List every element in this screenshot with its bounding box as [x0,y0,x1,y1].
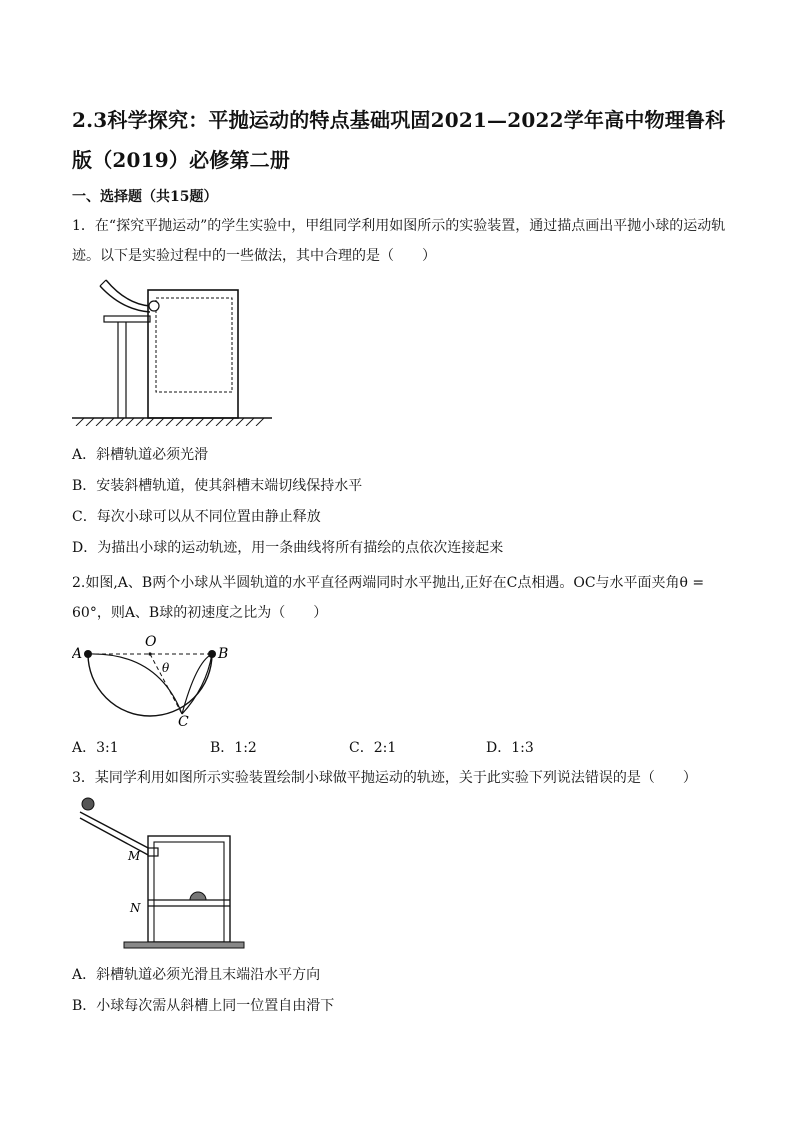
label-n: N [130,901,141,915]
question-3-option-a[interactable]: A．斜槽轨道必须光滑且末端沿水平方向 [72,967,321,983]
question-2-option-b[interactable]: B．1:2 [210,740,257,756]
question-2-figure [72,632,242,727]
question-3-figure [72,794,252,954]
question-1-option-b[interactable]: B．安装斜槽轨道，使其斜槽末端切线保持水平 [72,478,363,494]
question-3-stem: 3．某同学利用如图所示实验装置绘制小球做平抛运动的轨迹，关于此实验下列说法错误的是（ ） [72,770,697,786]
question-2-option-d[interactable]: D．1:3 [486,740,534,756]
question-1-option-c[interactable]: C．每次小球可以从不同位置由静止释放 [72,509,321,525]
question-1-option-d[interactable]: D．为描出小球的运动轨迹，用一条曲线将所有描绘的点依次连接起来 [72,540,504,556]
label-m: M [128,849,141,863]
label-b: B [218,646,229,662]
question-1-option-a[interactable]: A．斜槽轨道必须光滑 [72,447,209,463]
question-1-figure [72,276,272,426]
question-2-option-a[interactable]: A．3:1 [72,740,119,756]
page-title: 2.3科学探究：平抛运动的特点基础巩固2021—2022学年高中物理鲁科版（2019）必修第二册 [72,108,726,172]
question-3-option-b[interactable]: B．小球每次需从斜槽上同一位置自由滑下 [72,998,335,1014]
question-2-option-c[interactable]: C．2:1 [349,740,397,756]
label-o: O [145,634,157,650]
question-2-stem: 2.如图,A、B两个小球从半圆轨道的水平直径两端同时水平抛出,正好在C点相遇。OC与水平面夹角θ = 60°，则A、B球的初速度之比为（ ） [72,575,705,621]
label-theta: θ [162,661,170,675]
question-1-stem: 1．在“探究平抛运动”的学生实验中，甲组同学利用如图所示的实验装置，通过描点画出平抛小球的运动轨迹。以下是实验过程中的一些做法，其中合理的是（ ） [72,218,726,264]
label-a: A [72,646,83,662]
section-heading: 一、选择题（共15题） [72,189,218,205]
question-2-options [72,737,732,757]
label-c: C [178,714,189,727]
